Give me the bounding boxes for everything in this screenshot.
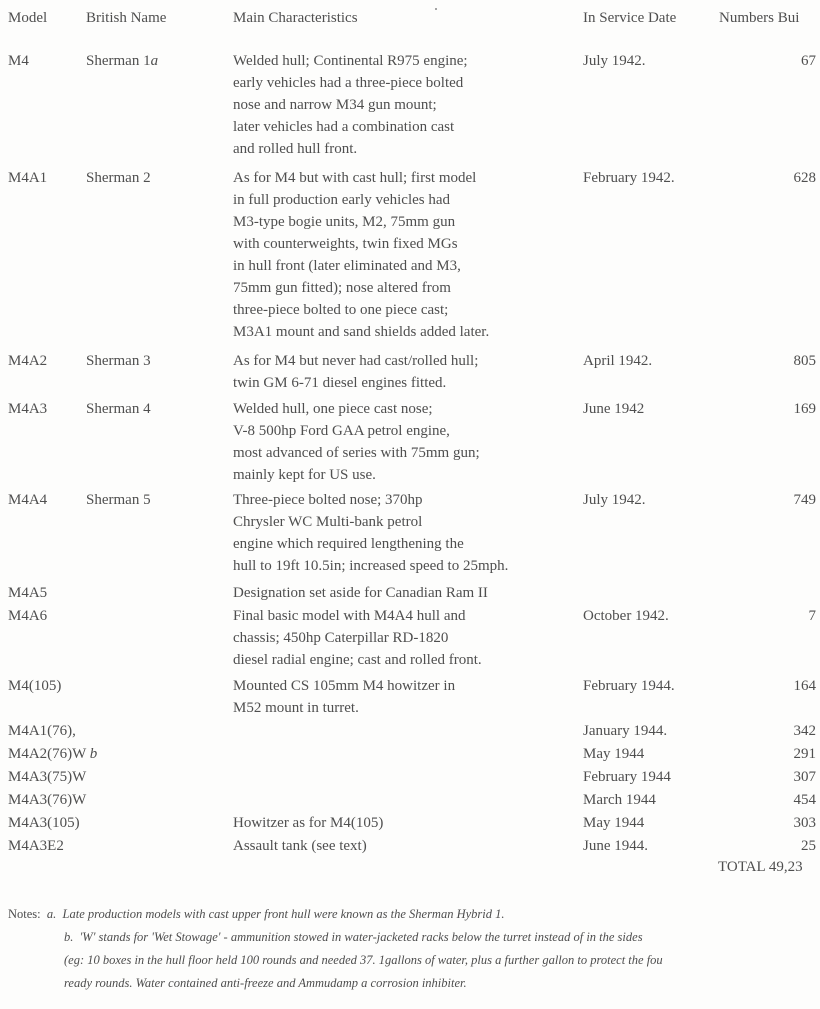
row-date: July 1942. bbox=[583, 492, 646, 508]
row-date: June 1944. bbox=[583, 838, 648, 854]
characteristic-line: Welded hull, one piece cast nose; bbox=[233, 401, 433, 417]
row-model: M4A5 bbox=[8, 585, 48, 601]
row-characteristics bbox=[233, 167, 489, 343]
row-british-name: Sherman 2 bbox=[86, 170, 151, 186]
footnote-marker-a: a bbox=[150, 53, 159, 69]
note-a-text: Late production models with cast upper front hull were known as the Sherman Hybrid 1. bbox=[62, 907, 505, 921]
row-number: 67 bbox=[801, 53, 816, 69]
characteristic-line: M3A1 mount and sand shields added later. bbox=[233, 324, 490, 340]
header-main-characteristics: Main Characteristics bbox=[233, 10, 358, 26]
row-characteristics bbox=[233, 835, 367, 857]
scan-speck bbox=[435, 8, 437, 10]
footnote-marker-b: b bbox=[89, 746, 98, 762]
characteristic-line: V-8 500hp Ford GAA petrol engine, bbox=[233, 423, 450, 439]
row-number: 25 bbox=[801, 838, 816, 854]
characteristic-line: hull to 19ft 10.5in; increased speed to 25mph. bbox=[233, 558, 509, 574]
row-british-name: Sherman 3 bbox=[86, 353, 151, 369]
row-model: M4A3(75)W bbox=[8, 769, 87, 785]
row-date: October 1942. bbox=[583, 608, 669, 624]
row-number: 628 bbox=[793, 170, 816, 186]
row-number: 7 bbox=[808, 608, 816, 624]
row-characteristics bbox=[233, 350, 478, 394]
characteristic-line: M52 mount in turret. bbox=[233, 700, 359, 716]
note-b-line: 'W' stands for 'Wet Stowage' - ammunition stowed in water-jacketed racks below the turret instead of in the sides bbox=[79, 930, 643, 944]
characteristic-line: mainly kept for US use. bbox=[233, 467, 376, 483]
note-a bbox=[8, 903, 663, 926]
characteristic-line: in full production early vehicles had bbox=[233, 192, 451, 208]
row-model: M4A2 bbox=[8, 353, 48, 369]
header-numbers-built: Numbers Bui bbox=[719, 10, 800, 26]
row-date: July 1942. bbox=[583, 53, 646, 69]
row-characteristics bbox=[233, 50, 468, 160]
row-model: M4(105) bbox=[8, 678, 62, 694]
characteristic-line: Howitzer as for M4(105) bbox=[233, 815, 384, 831]
characteristic-line: chassis; 450hp Caterpillar RD-1820 bbox=[233, 630, 449, 646]
row-model: M4A6 bbox=[8, 608, 48, 624]
row-model: M4A4 bbox=[8, 492, 48, 508]
note-a-marker: a. bbox=[46, 907, 57, 921]
characteristic-line: with counterweights, twin fixed MGs bbox=[233, 236, 458, 252]
row-date: January 1944. bbox=[583, 723, 668, 739]
characteristic-line: Welded hull; Continental R975 engine; bbox=[233, 53, 468, 69]
row-number: 291 bbox=[793, 746, 816, 762]
row-number: 169 bbox=[793, 401, 816, 417]
characteristic-line: 75mm gun fitted); nose altered from bbox=[233, 280, 451, 296]
characteristic-line: nose and narrow M34 gun mount; bbox=[233, 97, 437, 113]
row-model: M4A2(76)W b bbox=[8, 746, 98, 762]
row-number: 805 bbox=[793, 353, 816, 369]
row-number: 307 bbox=[793, 769, 816, 785]
characteristic-line: Chrysler WC Multi-bank petrol bbox=[233, 514, 423, 530]
characteristic-line: Three-piece bolted nose; 370hp bbox=[233, 492, 423, 508]
characteristic-line: Final basic model with M4A4 hull and bbox=[233, 608, 466, 624]
characteristic-line: in hull front (later eliminated and M3, bbox=[233, 258, 461, 274]
characteristic-line: and rolled hull front. bbox=[233, 141, 358, 157]
row-characteristics bbox=[233, 398, 480, 486]
row-characteristics bbox=[233, 489, 508, 577]
row-british-name: Sherman 1a bbox=[86, 53, 159, 69]
note-b bbox=[8, 926, 663, 949]
row-date: February 1942. bbox=[583, 170, 675, 186]
row-number: 342 bbox=[793, 723, 816, 739]
note-b-continued bbox=[8, 972, 663, 995]
characteristic-line: Designation set aside for Canadian Ram II bbox=[233, 585, 488, 601]
note-b-marker: b. bbox=[64, 930, 74, 944]
characteristic-line: Assault tank (see text) bbox=[233, 838, 367, 854]
row-model: M4A3E2 bbox=[8, 838, 64, 854]
characteristic-line: most advanced of series with 75mm gun; bbox=[233, 445, 480, 461]
characteristic-line: As for M4 but never had cast/rolled hull; bbox=[233, 353, 479, 369]
header-model: Model bbox=[8, 10, 48, 26]
characteristic-line: twin GM 6-71 diesel engines fitted. bbox=[233, 375, 447, 391]
characteristic-line: diesel radial engine; cast and rolled front. bbox=[233, 652, 482, 668]
row-date: March 1944 bbox=[583, 792, 656, 808]
row-characteristics bbox=[233, 582, 488, 604]
header-in-service-date: In Service Date bbox=[583, 10, 677, 26]
row-characteristics bbox=[233, 812, 383, 834]
row-date: May 1944 bbox=[583, 746, 645, 762]
row-date: May 1944 bbox=[583, 815, 645, 831]
row-number: 164 bbox=[793, 678, 816, 694]
row-model: M4A3 bbox=[8, 401, 48, 417]
row-number: 749 bbox=[793, 492, 816, 508]
row-british-name: Sherman 4 bbox=[86, 401, 151, 417]
row-number: 454 bbox=[793, 792, 816, 808]
row-british-name: Sherman 5 bbox=[86, 492, 151, 508]
row-characteristics bbox=[233, 675, 455, 719]
row-model: M4A1 bbox=[8, 170, 48, 186]
notes-block bbox=[8, 903, 663, 995]
characteristic-line: As for M4 but with cast hull; first model bbox=[233, 170, 477, 186]
row-model: M4A3(76)W bbox=[8, 792, 87, 808]
note-b-line: (eg: 10 boxes in the hull floor held 100 rounds and needed 37. 1gallons of water, plus a further gallon to protect the fou bbox=[64, 953, 663, 967]
characteristic-line: early vehicles had a three-piece bolted bbox=[233, 75, 464, 91]
row-number: 303 bbox=[793, 815, 816, 831]
row-characteristics bbox=[233, 605, 482, 671]
row-model: M4A3(105) bbox=[8, 815, 80, 831]
header-british-name: British Name bbox=[86, 10, 167, 26]
characteristic-line: engine which required lengthening the bbox=[233, 536, 464, 552]
total-numbers-built: TOTAL 49,23 bbox=[718, 859, 803, 875]
notes-label: Notes: bbox=[8, 907, 41, 921]
characteristic-line: Mounted CS 105mm M4 howitzer in bbox=[233, 678, 456, 694]
note-b-line: ready rounds. Water contained anti-freeze and Ammudamp a corrosion inhibiter. bbox=[64, 976, 467, 990]
row-model: M4A1(76), bbox=[8, 723, 76, 739]
row-model: M4 bbox=[8, 53, 29, 69]
note-b-continued bbox=[8, 949, 663, 972]
row-date: June 1942 bbox=[583, 401, 645, 417]
characteristic-line: later vehicles had a combination cast bbox=[233, 119, 455, 135]
characteristic-line: three-piece bolted to one piece cast; bbox=[233, 302, 449, 318]
row-date: February 1944 bbox=[583, 769, 671, 785]
row-date: April 1942. bbox=[583, 353, 653, 369]
characteristic-line: M3-type bogie units, M2, 75mm gun bbox=[233, 214, 456, 230]
row-date: February 1944. bbox=[583, 678, 675, 694]
